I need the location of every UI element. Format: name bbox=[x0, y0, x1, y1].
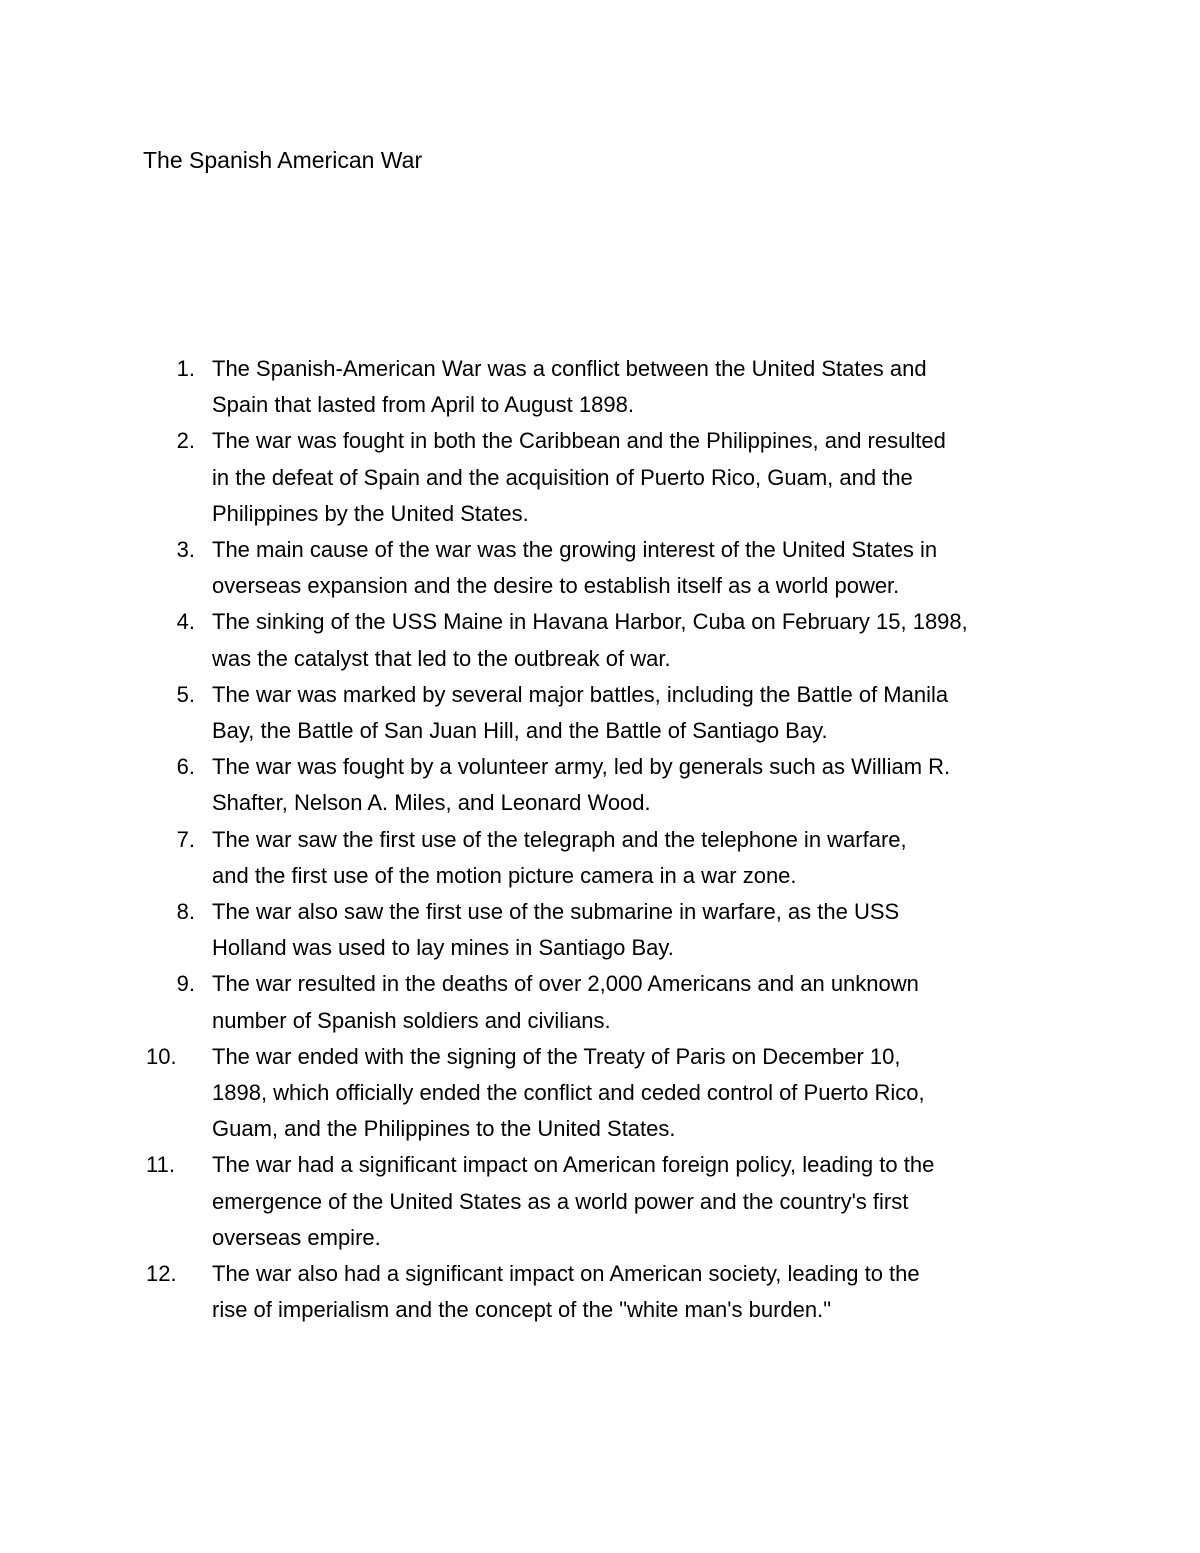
list-item bbox=[0, 1147, 1072, 1256]
list-item-line: The war was fought by a volunteer army, led by generals such as William R. bbox=[212, 754, 951, 780]
list-item-text bbox=[212, 351, 1072, 423]
list-item-number: 3. bbox=[176, 537, 195, 563]
list-item-line: Shafter, Nelson A. Miles, and Leonard Wood. bbox=[212, 790, 651, 816]
list-item-text bbox=[212, 749, 1072, 821]
list-item-line: The war also had a significant impact on American society, leading to the bbox=[212, 1261, 920, 1287]
list-item-line: The Spanish-American War was a conflict between the United States and bbox=[212, 356, 927, 381]
list-item-number: 1. bbox=[176, 356, 195, 381]
list-item-line: Guam, and the Philippines to the United States. bbox=[212, 1116, 676, 1142]
list-item-text bbox=[212, 677, 1072, 749]
fact-list bbox=[0, 351, 1200, 1328]
list-item-number: 2. bbox=[176, 428, 195, 454]
list-item-line: number of Spanish soldiers and civilians. bbox=[212, 1007, 611, 1033]
list-item-line: and the first use of the motion picture camera in a war zone. bbox=[212, 862, 797, 888]
list-item-text bbox=[212, 1256, 1072, 1328]
list-item-line: The war resulted in the deaths of over 2,000 Americans and an unknown bbox=[212, 971, 919, 997]
list-item-line: overseas expansion and the desire to establish itself as a world power. bbox=[212, 573, 900, 599]
list-item-text bbox=[212, 1147, 1072, 1256]
list-item-text bbox=[212, 532, 1072, 604]
list-item-line: The main cause of the war was the growing interest of the United States in bbox=[212, 537, 938, 563]
list-item-number: 10. bbox=[146, 1043, 177, 1069]
list-item bbox=[0, 423, 1072, 532]
list-item-line: Bay, the Battle of San Juan Hill, and the Battle of Santiago Bay. bbox=[212, 718, 828, 744]
list-item-number: 11. bbox=[146, 1152, 175, 1178]
list-item bbox=[0, 749, 1072, 821]
list-item-line: The war ended with the signing of the Treaty of Paris on December 10, bbox=[212, 1043, 901, 1069]
list-item bbox=[0, 677, 1072, 749]
list-item-line: overseas empire. bbox=[212, 1224, 381, 1250]
list-item-line: The war saw the first use of the telegraph and the telephone in warfare, bbox=[212, 826, 907, 852]
list-item bbox=[0, 1039, 1072, 1148]
list-item-number: 4. bbox=[176, 609, 195, 635]
list-item-line: The war was marked by several major battles, including the Battle of Manila bbox=[212, 681, 949, 707]
list-item-line: The war had a significant impact on American foreign policy, leading to the bbox=[212, 1152, 935, 1178]
list-item bbox=[0, 966, 1072, 1038]
document-title: The Spanish American War bbox=[143, 147, 423, 173]
list-item-line: The war also saw the first use of the submarine in warfare, as the USS bbox=[212, 899, 900, 925]
list-item-number: 9. bbox=[176, 971, 195, 997]
list-item-text bbox=[212, 822, 1072, 894]
list-item-line: was the catalyst that led to the outbreak of war. bbox=[212, 645, 671, 671]
list-item-text bbox=[212, 423, 1072, 532]
list-item-line: emergence of the United States as a world power and the country's first bbox=[212, 1188, 909, 1214]
list-item-number: 12. bbox=[146, 1261, 177, 1287]
list-item-number: 6. bbox=[176, 754, 195, 780]
list-item-line: Spain that lasted from April to August 1898. bbox=[212, 392, 634, 418]
list-item bbox=[0, 894, 1072, 966]
list-item bbox=[0, 604, 1072, 676]
list-item-text bbox=[212, 604, 1072, 676]
list-item bbox=[0, 822, 1072, 894]
list-item-line: The war was fought in both the Caribbean and the Philippines, and resulted bbox=[212, 428, 946, 454]
list-item-line: The sinking of the USS Maine in Havana Harbor, Cuba on February 15, 1898, bbox=[212, 609, 968, 635]
list-item-line: in the defeat of Spain and the acquisition of Puerto Rico, Guam, and the bbox=[212, 464, 913, 490]
list-item-line: 1898, which officially ended the conflict and ceded control of Puerto Rico, bbox=[212, 1080, 925, 1106]
list-item bbox=[0, 351, 1072, 423]
list-item-number: 8. bbox=[176, 899, 195, 925]
list-item bbox=[0, 1256, 1072, 1328]
list-item-line: Holland was used to lay mines in Santiago Bay. bbox=[212, 935, 674, 961]
list-item-text bbox=[212, 1039, 1072, 1148]
list-item bbox=[0, 532, 1072, 604]
list-item-line: rise of imperialism and the concept of the "white man's burden." bbox=[212, 1297, 832, 1323]
list-item-number: 7. bbox=[176, 826, 195, 852]
list-item-number: 5. bbox=[176, 681, 195, 707]
list-item-text bbox=[212, 894, 1072, 966]
list-item-text bbox=[212, 966, 1072, 1038]
list-item-line: Philippines by the United States. bbox=[212, 500, 529, 526]
